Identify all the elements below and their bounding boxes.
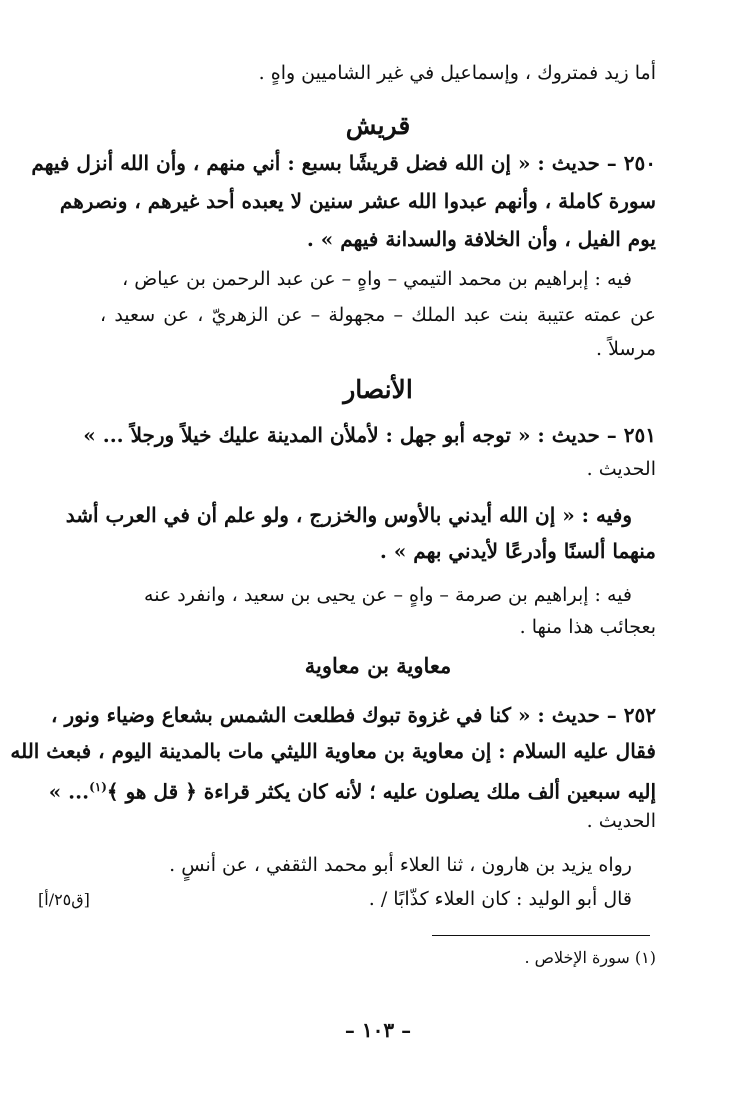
hadith-252-line-1: ٢٥٢ – حديث : « كنا في غزوة تبوك فطلعت الشمس بشعاع وضياء ونور ، <box>51 703 656 727</box>
comment-251-line-1: فيه : إبراهيم بن صرمة – واهٍ – عن يحيى بن سعيد ، وانفرد عنه <box>144 584 632 606</box>
hadith-252-line-3 <box>48 772 656 807</box>
manuscript-folio-reference: [ق٢٥/أ] <box>38 890 90 909</box>
narration-252-line-2: قال أبو الوليد : كان العلاء كذّابًا / . <box>368 888 632 910</box>
hadith-252-line-2: فقال عليه السلام : إن معاوية بن معاوية الليثي مات بالمدينة اليوم ، فبعث الله <box>10 739 656 763</box>
hadith-250-line-2: سورة كاملة ، وأنهم عبدوا الله عشر سنين لا يعبده أحد غيرهم ، ونصرهم <box>59 189 656 213</box>
hadith-250-line-3: يوم الفيل ، وأن الخلافة والسدانة فيهم » . <box>306 227 656 251</box>
comment-250-line-3: مرسلاً . <box>596 338 656 360</box>
comment-251-line-2: بعجائب هذا منها . <box>519 616 656 638</box>
hadith-252-line-3-tail: ... » <box>48 779 90 804</box>
also-251-line-1: وفيه : « إن الله أيدني بالأوس والخزرج ، ولو علم أن في العرب أشد <box>65 503 632 527</box>
hadith-251-line-2: الحديث . <box>586 458 656 480</box>
section-heading-ansar: الأنصار <box>343 375 413 404</box>
section-heading-muawiya: معاوية بن معاوية <box>304 653 452 678</box>
narration-252-line-1: رواه يزيد بن هارون ، ثنا العلاء أبو محمد الثقفي ، عن أنسٍ . <box>169 854 632 876</box>
hadith-251-line-1: ٢٥١ – حديث : « توجه أبو جهل : لأملأن المدينة عليك خيلاً ورجلاً ... » <box>83 423 656 447</box>
intro-line: أما زيد فمتروك ، وإسماعيل في غير الشاميين واهٍ . <box>258 62 656 84</box>
hadith-252-line-3-text: إليه سبعين ألف ملك يصلون عليه ؛ لأنه كان يكثر قراءة ﴿ قل هو ﴾ <box>106 779 656 804</box>
footnote-1: (١) سورة الإخلاص . <box>524 948 656 967</box>
comment-250-line-1: فيه : إبراهيم بن محمد التيمي – واهٍ – عن عبد الرحمن بن عياض ، <box>122 268 632 290</box>
comment-250-line-2: عن عمته عتيبة بنت عبد الملك – مجهولة – عن الزهريّ ، عن سعيد ، <box>100 304 656 326</box>
section-heading-quraysh: قريش <box>345 111 411 140</box>
hadith-252-line-4: الحديث . <box>586 810 656 832</box>
also-251-line-2: منهما ألسنًا وأدرعًا لأيدني بهم » . <box>379 539 656 563</box>
footnote-marker: (١) <box>89 780 107 794</box>
page-number: – ١٠٣ – <box>344 1018 412 1042</box>
footnote-divider <box>432 935 650 936</box>
hadith-250-line-1: ٢٥٠ – حديث : « إن الله فضل قريشًا بسبع : أني منهم ، وأن الله أنزل فيهم <box>31 151 656 175</box>
